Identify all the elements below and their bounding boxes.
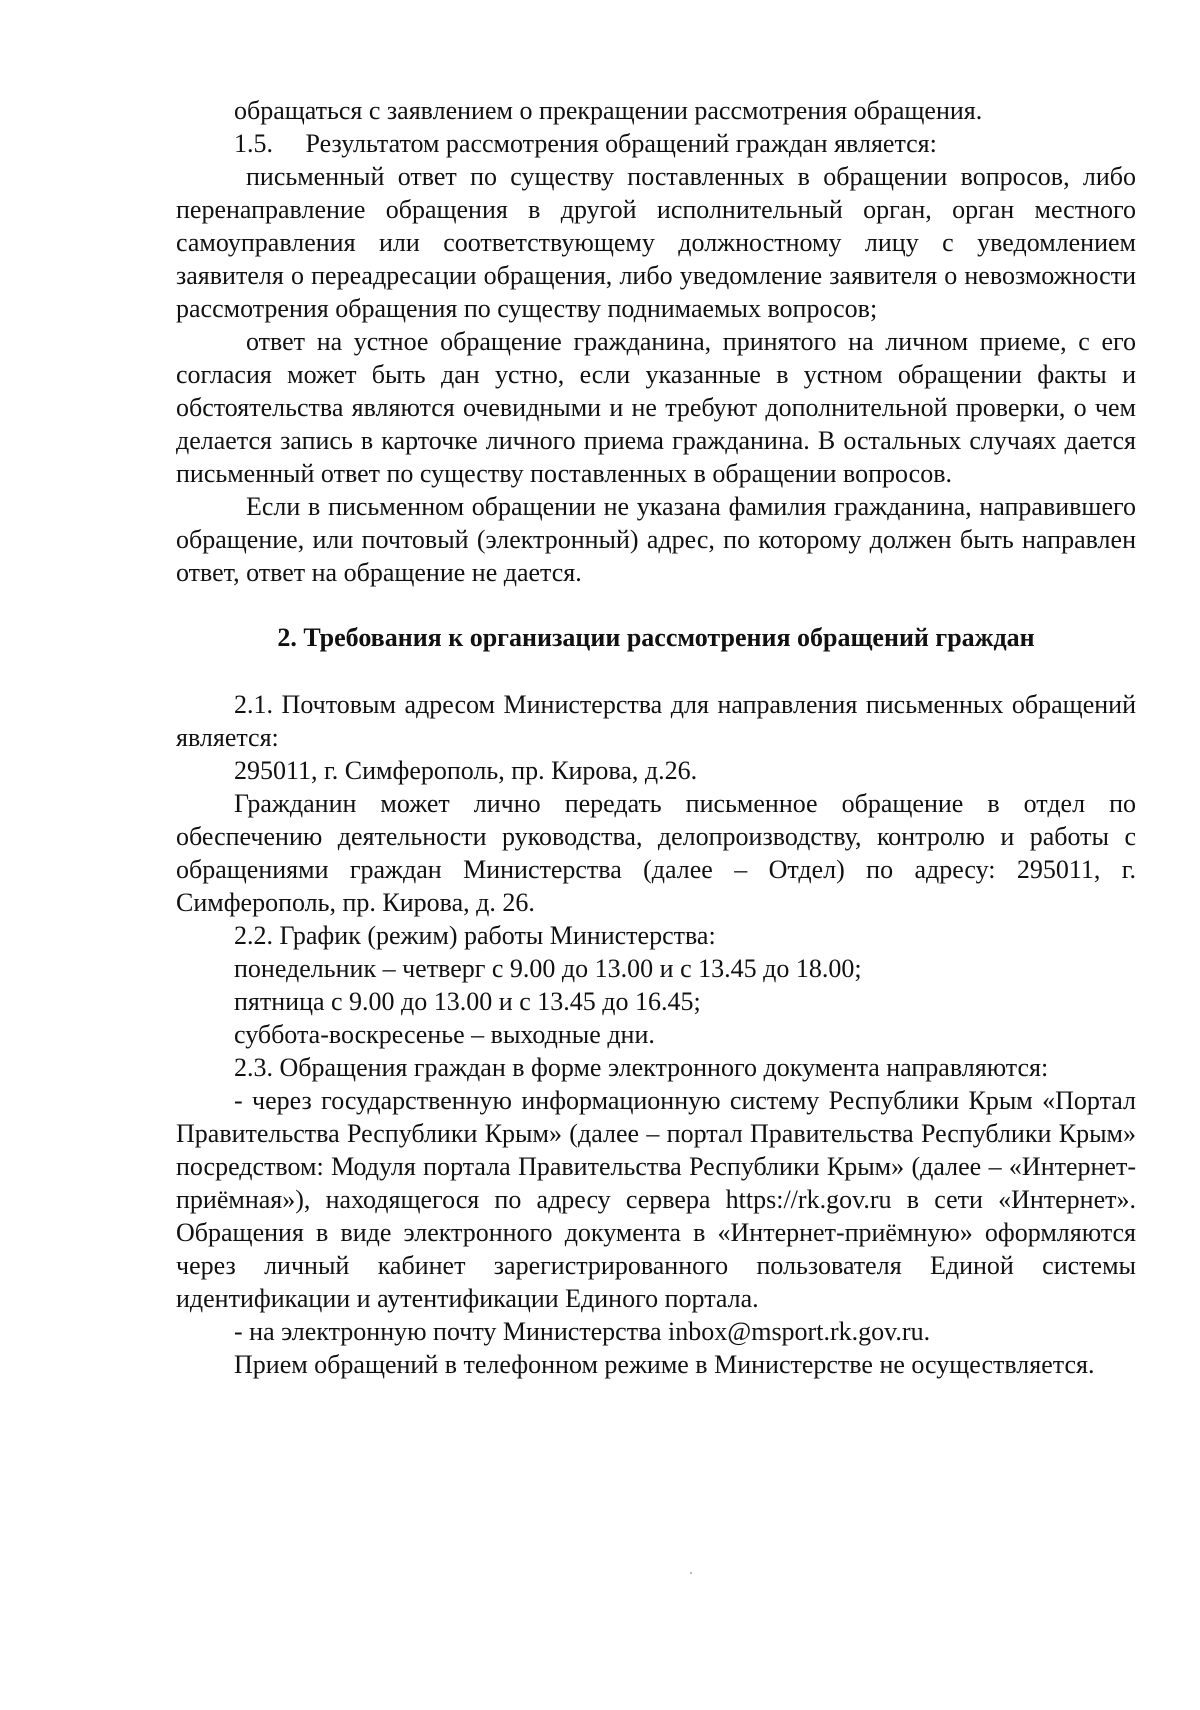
paragraph-anonymous: Если в письменном обращении не указана фамилия гражданина, направившего обращение, или почтовый (электронный) адрес, по которому должен быть направлен ответ, ответ на обращение не дается. [176,492,1136,587]
paragraph-2-2: 2.2. График (режим) работы Министерства: [234,921,716,950]
paragraph-oral-answer: ответ на устное обращение гражданина, принятого на личном приеме, с его согласия может быть дан устно, если указанные в устном обращении факты и обстоятельства являются очевидными и не требуют дополнительной проверки, о чем делается запись в карточке личного приема гражданина. В остальных случаях дается письменный ответ по существу поставленных в обращении вопросов. [176,327,1136,488]
schedule-mon-thu: понедельник – четверг с 9.00 до 13.00 и с 13.45 до 18.00; [234,954,862,983]
paragraph-email: - на электронную почту Министерства inbox@msport.rk.gov.ru. [234,1317,931,1346]
paragraph-phone: Прием обращений в телефонном режиме в Министерстве не осуществляется. [234,1350,1095,1379]
paragraph-written-answer: письменный ответ по существу поставленных в обращении вопросов, либо перенаправление обращения в другой исполнительный орган, орган местного самоуправления или соответствующему должностному лицу с уведомлением заявителя о переадресации обращения, либо уведомление заявителя о невозможности рассмотрения обращения по существу поднимаемых вопросов; [176,162,1136,323]
paragraph-portal: - через государственную информационную систему Республики Крым «Портал Правительства Республики Крым» (далее – портал Правительства Республики Крым» посредством: Модуля портала Правительства Республики Крым» (далее – «Интернет-приёмная»), находящегося по адресу сервера https://rk.gov.ru в сети «Интернет». Обращения в виде электронного документа в «Интернет-приёмную» оформляются через личный кабинет зарегистрированного пользователя Единой системы идентификации и аутентификации Единого портала. [176,1086,1136,1313]
postal-address: 295011, г. Симферополь, пр. Кирова, д.26. [234,756,698,785]
document-body [176,94,1136,1381]
paragraph-2-3: 2.3. Обращения граждан в форме электронного документа направляются: [234,1053,1049,1082]
paragraph-withdrawal: обращаться с заявлением о прекращении рассмотрения обращения. [234,96,983,125]
schedule-friday: пятница с 9.00 до 13.00 и с 13.45 до 16.45; [234,987,701,1016]
schedule-weekend: суббота-воскресенье – выходные дни. [234,1020,655,1049]
scan-speck [690,1572,692,1574]
paragraph-1-5: 1.5. Результатом рассмотрения обращений граждан является: [234,129,937,158]
section-2-heading: 2. Требования к организации рассмотрения обращений граждан [277,623,1035,652]
paragraph-2-1: 2.1. Почтовым адресом Министерства для направления письменных обращений является: [176,690,1136,752]
paragraph-personal-delivery: Гражданин может лично передать письменное обращение в отдел по обеспечению деятельности руководства, делопроизводству, контролю и работы с обращениями граждан Министерства (далее – Отдел) по адресу: 295011, г. Симферополь, пр. Кирова, д. 26. [176,789,1136,917]
